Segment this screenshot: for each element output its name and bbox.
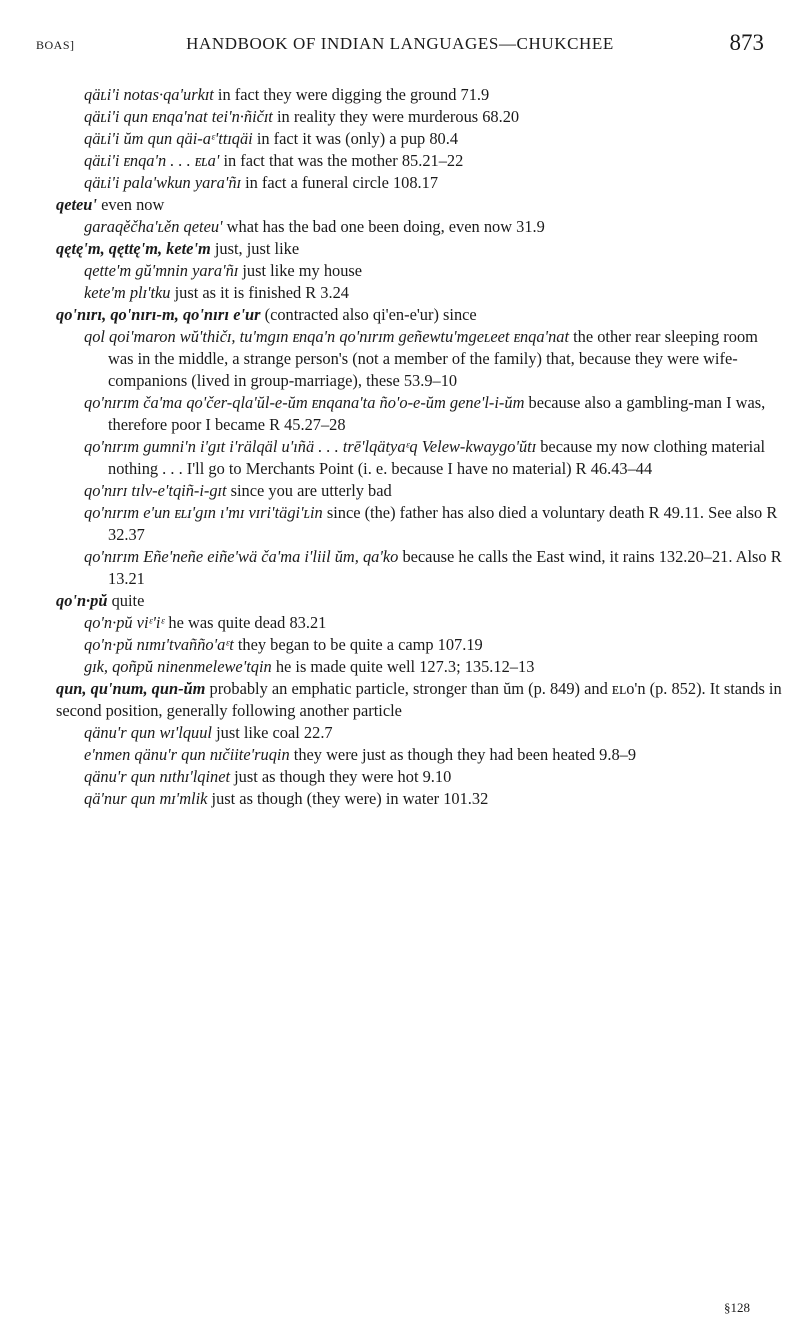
gloss: what has the bad one been doing, even now 31.9 <box>222 217 545 236</box>
headword: qętę'm, qęttę'm, kete'm <box>56 239 211 258</box>
gloss: they were just as though they had been heated 9.8–9 <box>289 745 637 764</box>
native-phrase: e'nmen qänu'r qun nɪčiite'ruqin <box>84 745 290 764</box>
native-phrase: qo'n·pŭ nɪmɪ'tvañño'aᵋt <box>84 635 234 654</box>
example-line <box>56 436 786 480</box>
example-line <box>56 260 786 282</box>
headword: qun, qu'num, qun-ŭm <box>56 679 206 698</box>
native-phrase: qäʟi'i pala'wkun yara'ñɪ <box>84 173 241 192</box>
gloss: he is made quite well 127.3; 135.12–13 <box>271 657 535 676</box>
native-phrase: kete'm plɪ'tku <box>84 283 171 302</box>
gloss: he was quite dead 83.21 <box>164 613 327 632</box>
example-line <box>56 106 786 128</box>
example-line <box>56 612 786 634</box>
example-line <box>56 546 786 590</box>
example-line <box>56 150 786 172</box>
section-marker: §128 <box>724 1300 750 1315</box>
native-phrase: qo'n·pŭ viᵋ'iᵋ <box>84 613 165 632</box>
page-number: 873 <box>729 30 764 55</box>
example-line <box>56 326 786 392</box>
example-line <box>56 84 786 106</box>
gloss: since you are utterly bad <box>226 481 392 500</box>
native-phrase: qäʟi'i qun ᴇnqa'nat tei'n·ñičɪt <box>84 107 273 126</box>
example-line <box>56 172 786 194</box>
gloss: just like coal 22.7 <box>211 723 333 742</box>
gloss: the other rear sleeping room was in the middle, a strange person's (not a member of the family) that, because they were wife-companions (lived in group-marriage), these 53.9–10 <box>108 327 758 390</box>
example-line <box>56 502 786 546</box>
example-line <box>56 392 786 436</box>
native-phrase: qänu'r qun nɪthɪ'lqinet <box>84 767 231 786</box>
example-line <box>56 128 786 150</box>
entry-list <box>56 84 786 810</box>
native-phrase: garaqěčha'ʟěn qeteu' <box>84 217 223 236</box>
native-phrase: qette'm gŭ'mnin yara'ñɪ <box>84 261 239 280</box>
native-phrase: qo'nɪrɪm ča'ma qo'čer-qla'ŭl-e-ŭm ᴇnqana'ta ño'o-e-ŭm gene'l-i-ŭm <box>84 393 525 412</box>
gloss: in reality they were murderous 68.20 <box>272 107 520 126</box>
example-line <box>56 744 786 766</box>
example-line <box>56 634 786 656</box>
headword-line <box>56 304 786 326</box>
example-line <box>56 216 786 238</box>
headword-line <box>56 194 786 216</box>
gloss: even now <box>96 195 165 214</box>
running-head <box>36 30 764 56</box>
example-line <box>56 766 786 788</box>
gloss: because my now clothing material nothing . . . I'll go to Merchants Point (i. e. because I have no material) R 46.43–44 <box>108 437 766 478</box>
gloss: in fact a funeral circle 108.17 <box>240 173 439 192</box>
gloss: probably an emphatic particle, stronger than ŭm (p. 849) and ᴇʟo'n (p. 852). It stands in second position, generally following another particle <box>56 679 782 720</box>
native-phrase: qo'nɪrɪ tɪlv-e'tqiñ-i-gɪt <box>84 481 227 500</box>
gloss: just as though (they were) in water 101.32 <box>207 789 489 808</box>
native-phrase: qo'nɪrɪm Eñe'neñe eiñe'wä ča'ma i'liil ŭm, qa'ko <box>84 547 399 566</box>
gloss: in fact it was (only) a pup 80.4 <box>252 129 459 148</box>
author-tag: BOAS] <box>36 38 75 52</box>
gloss: because also a gambling-man I was, therefore poor I became R 45.27–28 <box>108 393 766 434</box>
native-phrase: gɪk, qoñpŭ ninenmelewe'tqin <box>84 657 272 676</box>
headword-line <box>56 678 786 722</box>
native-phrase: qo'nɪrɪm gumni'n i'gɪt i'rälqäl u'ıñä . . . trē'lqätyaᵋq Velew-kwaygo'ŭtɪ <box>84 437 537 456</box>
book-title: HANDBOOK OF INDIAN LANGUAGES—CHUKCHEE <box>186 34 614 53</box>
native-phrase: qä'nur qun mɪ'mlik <box>84 789 208 808</box>
example-line <box>56 282 786 304</box>
native-phrase: qo'nɪrɪm e'un ᴇʟɪ'gɪn ı'mɪ vɪri'tägi'ʟin <box>84 503 323 522</box>
headword: qo'n·pŭ <box>56 591 108 610</box>
native-phrase: qäʟi'i ŭm qun qäi-aᵋ'ttɪqäi <box>84 129 253 148</box>
gloss: (contracted also qi'en-e'ur) since <box>260 305 477 324</box>
headword: qeteu' <box>56 195 97 214</box>
gloss: quite <box>107 591 145 610</box>
native-phrase: qäʟi'i ᴇnqa'n . . . ᴇʟa' <box>84 151 220 170</box>
headword-line <box>56 590 786 612</box>
example-line <box>56 656 786 678</box>
gloss: just like my house <box>238 261 363 280</box>
example-line <box>56 788 786 810</box>
example-line <box>56 480 786 502</box>
gloss: just as though they were hot 9.10 <box>230 767 452 786</box>
native-phrase: qol qoi'maron wŭ'thičɪ, tu'mgɪn ᴇnqa'n qo'nɪrɪm geñewtu'mgeʟeet ᴇnqa'nat <box>84 327 570 346</box>
headword-line <box>56 238 786 260</box>
gloss: just, just like <box>210 239 300 258</box>
headword: qo'nɪrɪ, qo'nɪrɪ-m, qo'nɪrɪ e'ur <box>56 305 261 324</box>
example-line <box>56 722 786 744</box>
native-phrase: qänu'r qun wɪ'lquul <box>84 723 212 742</box>
native-phrase: qäʟi'i notas·qa'urkɪt <box>84 85 214 104</box>
gloss: in fact that was the mother 85.21–22 <box>219 151 464 170</box>
gloss: just as it is finished R 3.24 <box>170 283 349 302</box>
gloss: in fact they were digging the ground 71.9 <box>213 85 490 104</box>
gloss: since (the) father has also died a voluntary death R 49.11. See also R 32.37 <box>108 503 778 544</box>
gloss: they began to be quite a camp 107.19 <box>233 635 483 654</box>
gloss: because he calls the East wind, it rains 132.20–21. Also R 13.21 <box>108 547 782 588</box>
